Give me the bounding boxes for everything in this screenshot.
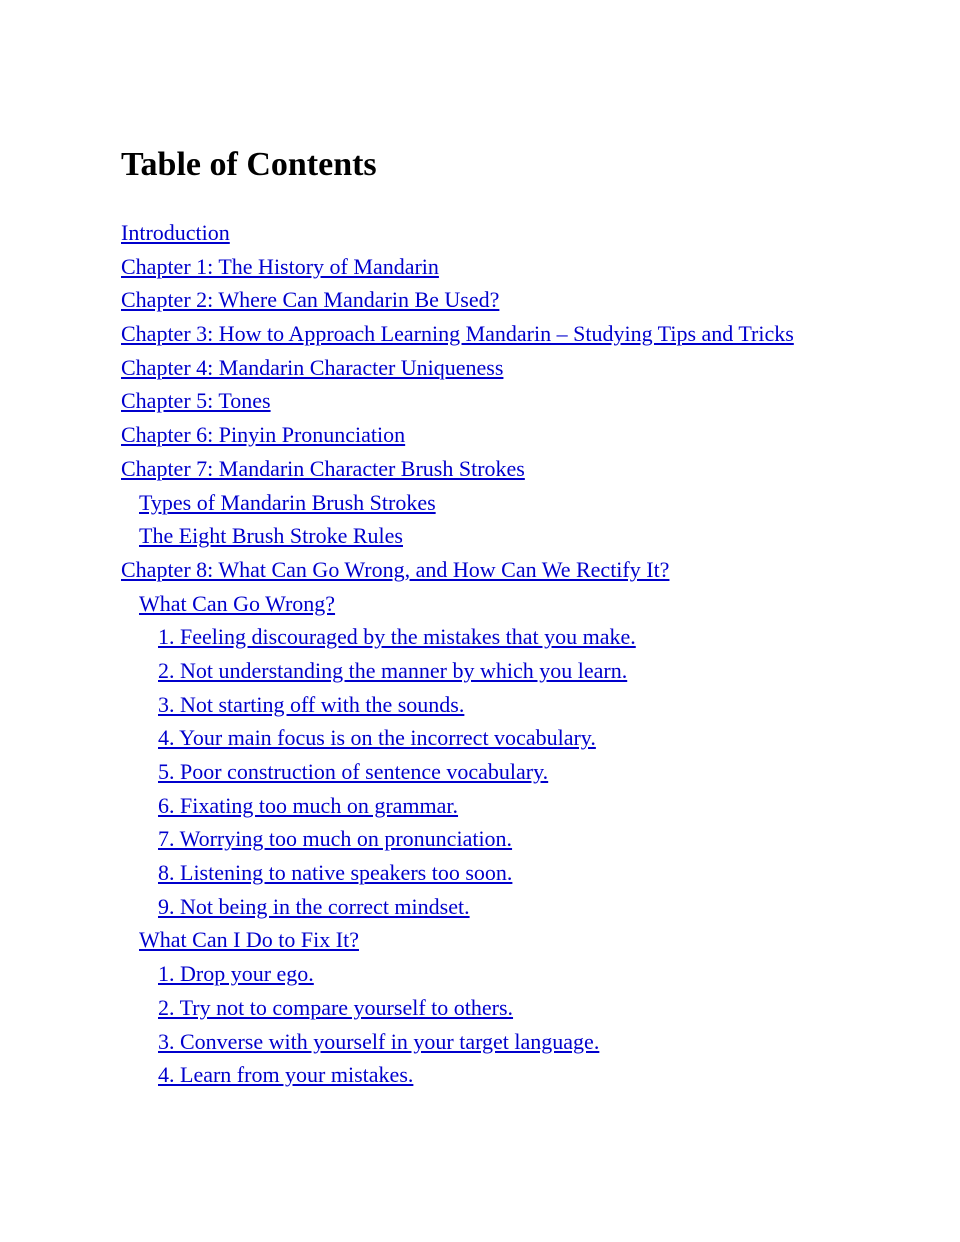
toc-link[interactable]: What Can I Do to Fix It? bbox=[139, 927, 359, 953]
toc-link[interactable]: 5. Poor construction of sentence vocabulary. bbox=[158, 759, 549, 784]
table-of-contents bbox=[121, 219, 838, 1095]
toc-link[interactable]: 2. Not understanding the manner by which you learn. bbox=[158, 657, 628, 683]
toc-link[interactable]: 4. Your main focus is on the incorrect vocabulary. bbox=[158, 725, 596, 751]
toc-link[interactable]: The Eight Brush Stroke Rules bbox=[139, 523, 403, 549]
toc-link[interactable]: Chapter 2: Where Can Mandarin Be Used? bbox=[121, 287, 500, 313]
toc-link[interactable]: Chapter 8: What Can Go Wrong, and How Can We Rectify It? bbox=[121, 556, 670, 582]
toc-link[interactable]: Chapter 7: Mandarin Character Brush Strokes bbox=[121, 455, 525, 481]
toc-link[interactable]: What Can Go Wrong? bbox=[139, 590, 336, 616]
toc-link[interactable]: Chapter 5: Tones bbox=[121, 388, 271, 414]
page-title: Table of Contents bbox=[121, 146, 377, 183]
toc-link[interactable]: 1. Feeling discouraged by the mistakes that you make. bbox=[158, 624, 636, 650]
toc-link[interactable]: Types of Mandarin Brush Strokes bbox=[139, 489, 436, 515]
toc-link[interactable]: 3. Converse with yourself in your target language. bbox=[158, 1028, 600, 1054]
toc-link[interactable]: 4. Learn from your mistakes. bbox=[158, 1062, 414, 1088]
toc-link[interactable]: 7. Worrying too much on pronunciation. bbox=[158, 826, 513, 852]
toc-link[interactable]: Chapter 4: Mandarin Character Uniqueness bbox=[121, 354, 504, 380]
toc-link[interactable]: 1. Drop your ego. bbox=[158, 961, 314, 987]
toc-link[interactable]: 8. Listening to native speakers too soon. bbox=[158, 860, 513, 886]
toc-link[interactable]: 9. Not being in the correct mindset. bbox=[158, 893, 470, 919]
toc-link[interactable]: Introduction bbox=[121, 220, 230, 245]
toc-link[interactable]: 2. Try not to compare yourself to others. bbox=[158, 994, 514, 1020]
toc-link[interactable]: Chapter 3: How to Approach Learning Mandarin – Studying Tips and Tricks bbox=[121, 321, 794, 347]
toc-link[interactable]: Chapter 1: The History of Mandarin bbox=[121, 253, 439, 279]
toc-link[interactable]: 3. Not starting off with the sounds. bbox=[158, 691, 465, 717]
toc-link[interactable]: Chapter 6: Pinyin Pronunciation bbox=[121, 422, 406, 448]
toc-link[interactable]: 6. Fixating too much on grammar. bbox=[158, 792, 459, 818]
